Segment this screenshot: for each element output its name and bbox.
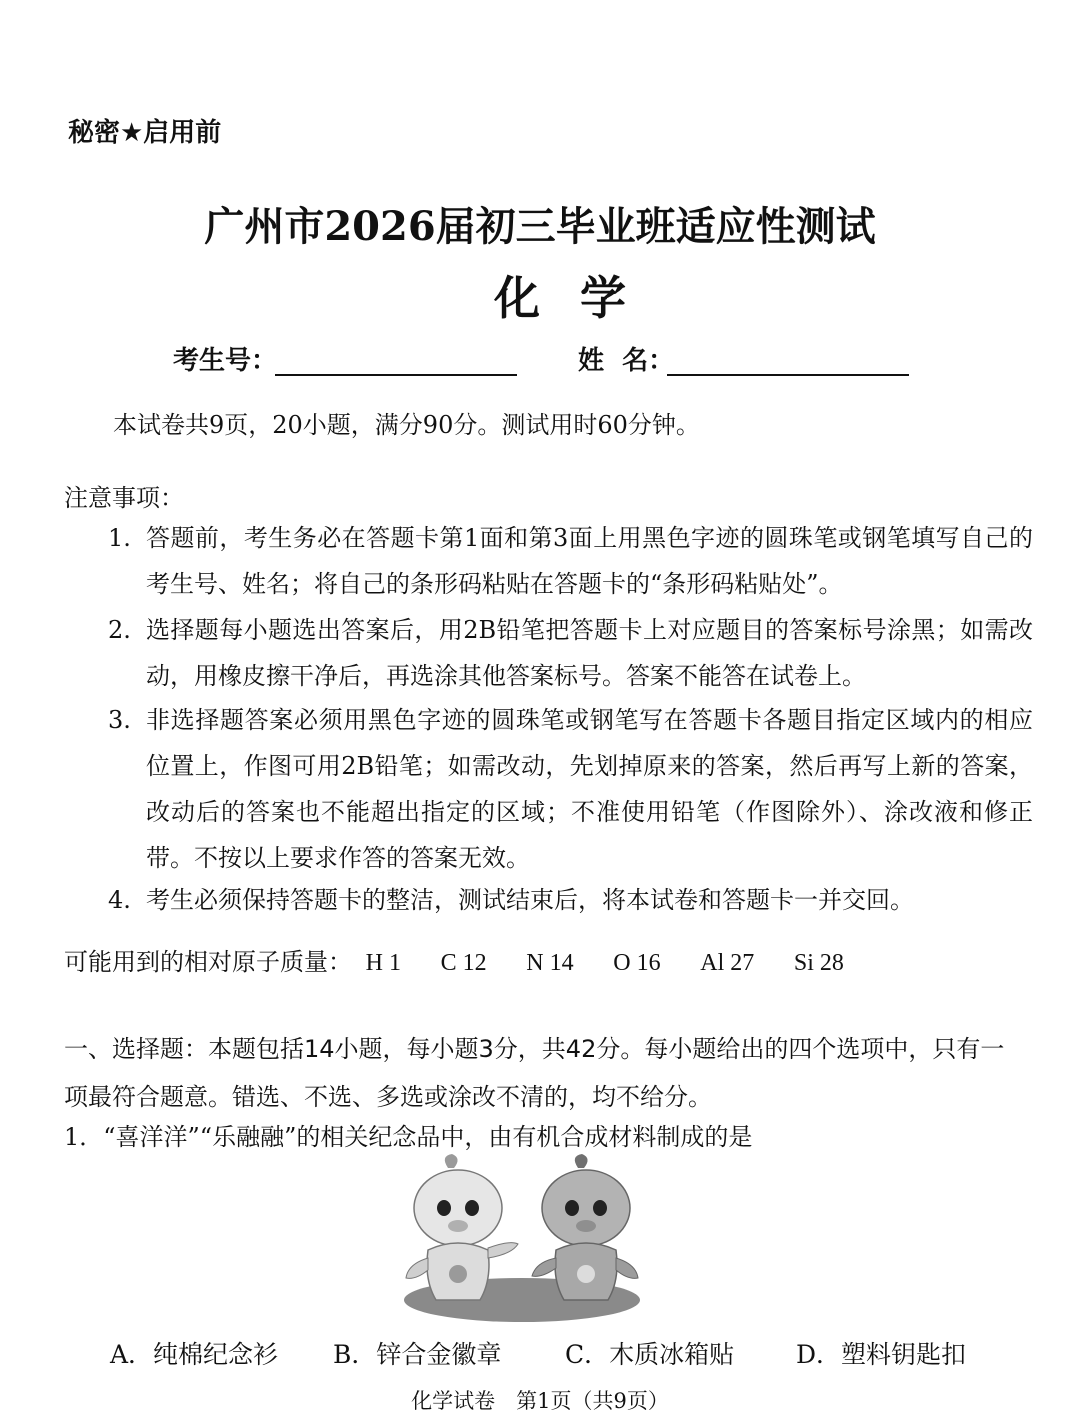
option-c[interactable]: C．木质冰箱贴 [565, 1340, 735, 1369]
notice-text: 答题前，考生务必在答题卡第1面和第3面上用黑色字迹的圆珠笔或钢笔填写自己的考生号、姓名；将自己的条形码粘贴在答题卡的“条形码粘贴处”。 [146, 524, 1033, 598]
atomic-mass-item: C 12 [440, 950, 487, 976]
notice-title: 注意事项： [64, 484, 184, 512]
option-d[interactable]: D．塑料钥匙扣 [796, 1340, 967, 1369]
notice-text: 考生必须保持答题卡的整洁，测试结束后，将本试卷和答题卡一并交回。 [146, 886, 914, 914]
notice-number: 3. [108, 706, 131, 734]
subject-title: 化学 [494, 271, 666, 325]
notice-text: 选择题每小题选出答案后，用2B铅笔把答题卡上对应题目的答案标号涂黑；如需改动，用橡皮擦干净后，再选涂其他答案标号。答案不能答在试卷上。 [146, 616, 1033, 690]
atomic-mass-item: O 16 [613, 950, 661, 976]
name-field[interactable] [667, 374, 909, 376]
notice-item [108, 877, 1033, 923]
notice-number: 4. [108, 886, 131, 914]
option-b[interactable]: B．锌合金徽章 [333, 1340, 502, 1369]
exam-number-label: 考生号： [173, 346, 278, 376]
notice-number: 2. [108, 616, 131, 644]
atomic-masses-label: 可能用到的相对原子质量： [64, 948, 352, 976]
option-a[interactable]: A．纯棉纪念衫 [110, 1340, 279, 1369]
question-stem: 1．“喜洋洋”“乐融融”的相关纪念品中，由有机合成材料制成的是 [64, 1123, 753, 1151]
notice-item [108, 515, 1033, 607]
atomic-masses [64, 942, 876, 977]
notice-number: 1. [108, 524, 131, 552]
atomic-mass-item: H 1 [365, 950, 401, 976]
right-mascot-shape [532, 1154, 638, 1300]
notice-item [108, 607, 1033, 699]
name-label: 姓 名： [578, 346, 675, 376]
page-footer: 化学试卷 第1页（共9页） [411, 1389, 669, 1413]
atomic-mass-item: Si 28 [793, 950, 844, 976]
notice-item [108, 697, 1033, 881]
section-instructions: 一、选择题：本题包括14小题，每小题3分，共42分。每小题给出的四个选项中，只有一项最符合题意。错选、不选、多选或涂改不清的，均不给分。 [64, 1035, 1005, 1111]
atomic-mass-item: N 14 [526, 950, 574, 976]
exam-number-field[interactable] [275, 374, 517, 376]
atomic-mass-item: Al 27 [700, 950, 755, 976]
confidential-label: 秘密★启用前 [68, 118, 222, 148]
exam-summary: 本试卷共9页，20小题，满分90分。测试用时60分钟。 [113, 411, 700, 439]
exam-title: 广州市2026届初三毕业班适应性测试 [204, 203, 876, 250]
left-mascot-shape [406, 1154, 518, 1300]
notice-text: 非选择题答案必须用黑色字迹的圆珠笔或钢笔写在答题卡各题目指定区域内的相应位置上，作图可用2B铅笔；如需改动，先划掉原来的答案，然后再写上新的答案，改动后的答案也不能超出指定的区域；不准使用铅笔（作图除外）、涂改液和修正带。不按以上要求作答的答案无效。 [146, 706, 1033, 872]
mascots-figure [400, 1150, 645, 1328]
